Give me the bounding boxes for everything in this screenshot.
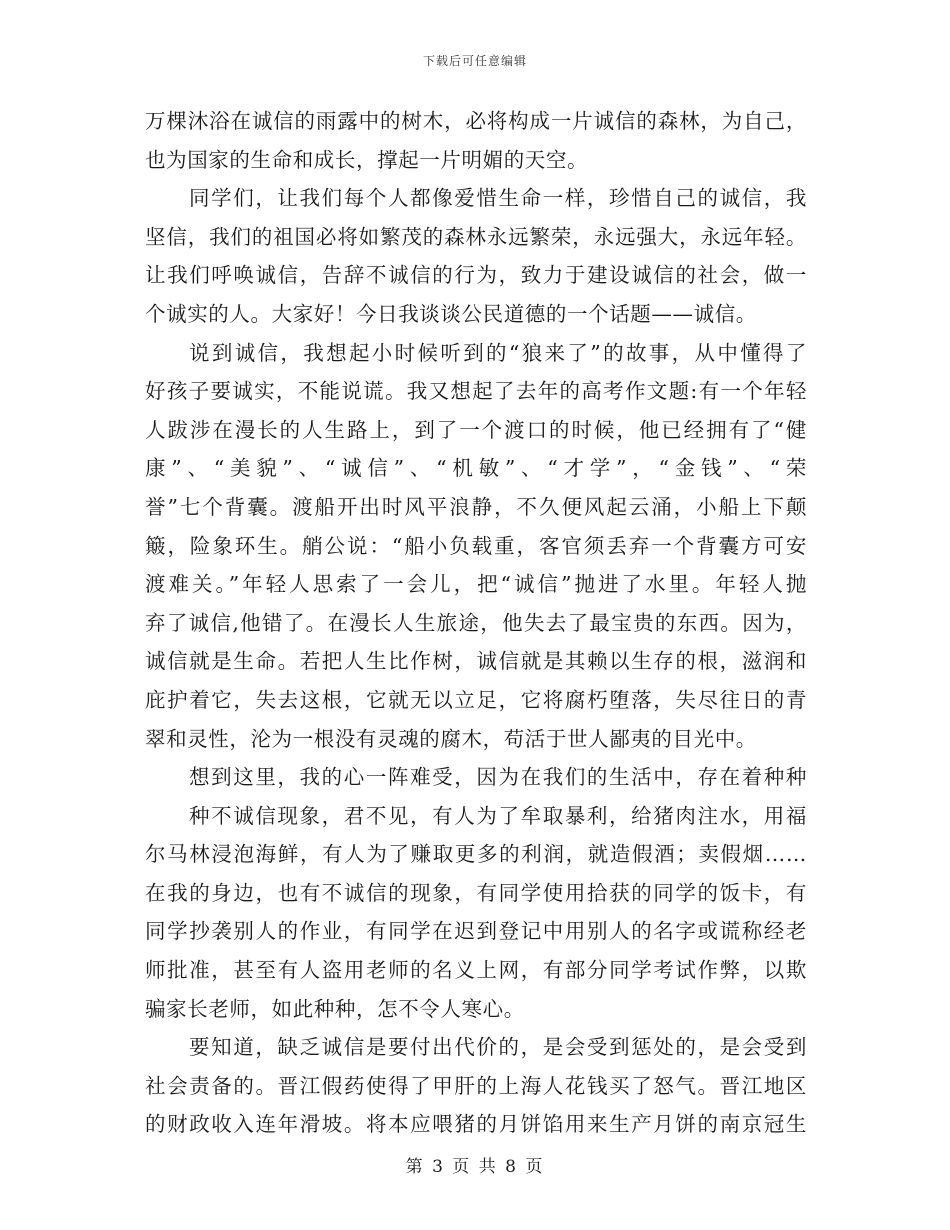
text-line: 万棵沐浴在诚信的雨露中的树木，必将构成一片诚信的森林，为自己， (145, 109, 807, 133)
text-line: 弃了诚信,他错了。在漫长人生旅途，他失去了最宝贵的东西。因为， (145, 610, 807, 635)
text-line: 人跋涉在漫长的人生路上，到了一个渡口的时候，他已经拥有了“健 (145, 417, 807, 442)
text-line: 庇护着它，失去这根，它就无以立足，它将腐朽堕落，失尽往日的青 (145, 687, 807, 712)
text-line: 在我的身边，也有不诚信的现象，有同学使用拾获的同学的饭卡，有 (145, 880, 807, 905)
text-line: 社会责备的。晋江假药使得了甲肝的上海人花钱买了怒气。晋江地区 (145, 1073, 807, 1098)
text-line: 翠和灵性，沦为一根没有灵魂的腐木，苟活于世人鄙夷的目光中。 (145, 726, 757, 751)
text-line: 说到诚信，我想起小时候听到的“狼来了”的故事，从中懂得了 (189, 340, 807, 365)
text-line: 个诚实的人。大家好！今日我谈谈公民道德的一个话题——诚信。 (145, 301, 757, 326)
text-line: 种不诚信现象，君不见，有人为了牟取暴利，给猪肉注水，用福 (189, 803, 807, 828)
text-line: 的财政收入连年滑坡。将本应喂猪的月饼馅用来生产月饼的南京冠生 (145, 1112, 807, 1137)
text-line: 誉”七个背囊。渡船开出时风平浪静，不久便风起云涌，小船上下颠 (145, 494, 807, 519)
text-line: 好孩子要诚实，不能说谎。我又想起了去年的高考作文题:有一个年轻 (145, 379, 807, 404)
text-line: 要知道，缺乏诚信是要付出代价的，是会受到惩处的，是会受到 (189, 1035, 807, 1060)
text-line: 师批准，甚至有人盗用老师的名义上网，有部分同学考试作弊，以欺 (145, 958, 807, 983)
document-body (145, 102, 807, 1144)
page-header: 下载后可任意编辑 (422, 54, 527, 68)
text-line: 同学们，让我们每个人都像爱惜生命一样，珍惜自己的诚信，我 (189, 186, 807, 211)
text-line: 簸，险象环生。艄公说：“船小负载重，客官须丢弃一个背囊方可安 (145, 533, 807, 558)
text-line: 想到这里，我的心一阵难受，因为在我们的生活中，存在着种种 (189, 765, 807, 790)
text-line: 渡难关。”年轻人思索了一会儿，把“诚信”抛进了水里。年轻人抛 (145, 572, 807, 597)
text-line: 康”、“美貌”、“诚信”、“机敏”、“才学”，“金钱”、“荣 (145, 456, 807, 481)
text-line: 尔马林浸泡海鲜，有人为了赚取更多的利润，就造假酒；卖假烟…… (145, 842, 807, 867)
text-line: 坚信，我们的祖国必将如繁茂的森林永远繁荣，永远强大，永远年轻。 (145, 224, 807, 249)
text-line: 同学抄袭别人的作业，有同学在迟到登记中用别人的名字或谎称经老 (145, 919, 807, 944)
text-line: 让我们呼唤诚信，告辞不诚信的行为，致力于建设诚信的社会，做一 (145, 263, 807, 288)
page-footer: 第 3 页 共 8 页 (405, 1157, 545, 1177)
text-line: 骗家长老师，如此种种，怎不令人寒心。 (145, 996, 525, 1021)
text-line: 诚信就是生命。若把人生比作树，诚信就是其赖以生存的根，滋润和 (145, 649, 807, 674)
text-line: 也为国家的生命和成长，撑起一片明媚的天空。 (145, 147, 589, 172)
